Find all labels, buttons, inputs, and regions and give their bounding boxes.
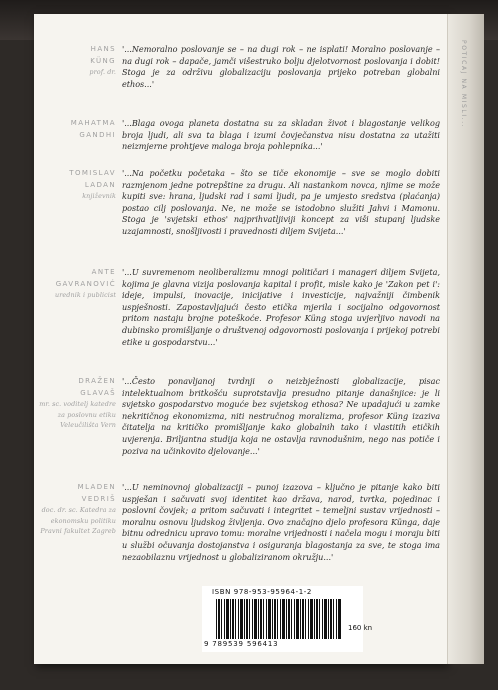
blurb-quote: '...Na početku početaka – što se tiče ekonomije – sve se moglo dobiti razmjenom jedne potrepštine za drugu. Ali nastankom novca, njime se može kupiti sve: hrana, ljudski rad i sami ljudi, pa je umjesto sredstva (plaćanja) postao cilj poslovanja. Ne, ne može se istodobno služiti Jahvi i Mamonu. Stoga je 'svjetski ethos' najprihvatljiviji koncept za viši stupanj ljudske uzajamnosti, snošljivosti i pravednosti diljem Svijeta...' (122, 168, 440, 236)
author-last-name: GAVRANOVIĆ (55, 279, 116, 288)
author-role: mr. sc. voditelj katedre za poslovnu etiku Veleučilišta Vern (39, 400, 116, 429)
author-first-name: MLADEN (77, 483, 116, 491)
author-last-name: GANDHI (79, 130, 116, 139)
blurb-quote: '...U neminovnoj globalizaciji – punoj izazova – ključno je pitanje kako biti uspješan i sačuvati svoj identitet kao država, narod, tvrtka, pojedinac i poslovni čovjek; a pritom sačuvati i integritet – temeljni sustav vrijednosti – moralnu osnovu ljudskog življenja. Ovo značajno djelo profesora Künga, daje bitnu odrednicu upravo tomu: moralne vrijednosti i načela mogu i moraju biti u službi očuvanja dostojanstva i osiguranja blagostanja za sve, te stoga ima nezaobilaznu vrijednost u globaliziranom okružju...' (122, 482, 440, 562)
ean-number: 9 789539 596413 (204, 640, 279, 648)
author-last-name: LADAN (84, 180, 116, 189)
price-label: 160 kn (348, 624, 373, 632)
barcode-panel (202, 586, 373, 652)
author-role: književnik (82, 192, 116, 200)
author-role: doc. dr. sc. Katedra za ekonomsku politiku Pravni fakultet Zagreb (40, 506, 116, 535)
author-block (34, 376, 116, 431)
author-first-name: TOMISLAV (69, 169, 116, 177)
blurb-quote: '...U suvremenom neoliberalizmu mnogi političari i manageri diljem Svijeta, kojima je glavna vizija poslovanja kapital i profit, misle kako je 'Zakon pet i': ideje, impulsi, inovacije, inicijative i investicije, najvažniji čimbenik uspješnosti. Zapostavljajući često etička mjerila i socijalno odgovornost pritom nastaju brojne poteškoće. Profesor Küng stoga uvjerljivo navodi na dubinsko promišljanje o društvenoj odgovornosti poslovanja i prijekoj potrebi etike u gospodarstvu...' (122, 267, 440, 347)
author-first-name: MAHATMA (70, 119, 116, 127)
author-first-name: DRAŽEN (78, 377, 116, 385)
barcode-bars (216, 599, 342, 639)
author-last-name: GLAVAŠ (80, 388, 116, 397)
author-role: urednik i publicist (55, 291, 116, 299)
author-last-name: VEDRIŠ (81, 494, 116, 503)
author-block (34, 168, 116, 202)
isbn-label: ISBN 978-953-95964-1-2 (212, 588, 312, 596)
author-block (34, 267, 116, 301)
author-block (34, 482, 116, 537)
author-block (34, 118, 116, 141)
spine-title: POTICAJ NA MISLI... (460, 40, 467, 129)
blurb-quote: '...Blaga ovoga planeta dostatna su za skladan život i blagostanje velikog broja ljudi, ali sva ta blaga i izumi čovječanstva nisu dostatna za utažiti neizmjerne prohtjeve maloga broja pohlepnika...' (122, 118, 440, 152)
author-first-name: HANS (90, 45, 116, 53)
blurb-quote: '...Nemoralno poslovanje se – na dugi rok – ne isplati! Moralno poslovanje – na dugi rok – dapače, jamči višestruko bolju djelotvornost poslovanja i dobit! Stoga je za održivu globalizaciju poslovanja prijeko potreban globalni ethos...' (122, 44, 440, 89)
author-last-name: KÜNG (90, 56, 116, 65)
author-first-name: ANTE (91, 268, 116, 276)
blurb-quote: '...Često ponavljanoj tvrdnji o neizbježnosti globalizacije, pisac intelektualnom britkošću suprotstavlja presudno pitanje današnjice: je li svjetsko gospodarstvo moguće bez svjetskog ethosa? Ne upadajući u zamke nekritičnog ekonomizma, niti nestručnog moralizma, profesor Küng izaziva čitatelja na kritičko promišljanje kako globalnih tako i vlastitih etičkih uvjerenja. Briljantna studija koja ne ostavlja ravnodušnim, nego nas potiče i poziva na učinkovito djelovanje...' (122, 376, 440, 456)
author-block (34, 44, 116, 78)
author-role: prof. dr. (89, 68, 116, 76)
